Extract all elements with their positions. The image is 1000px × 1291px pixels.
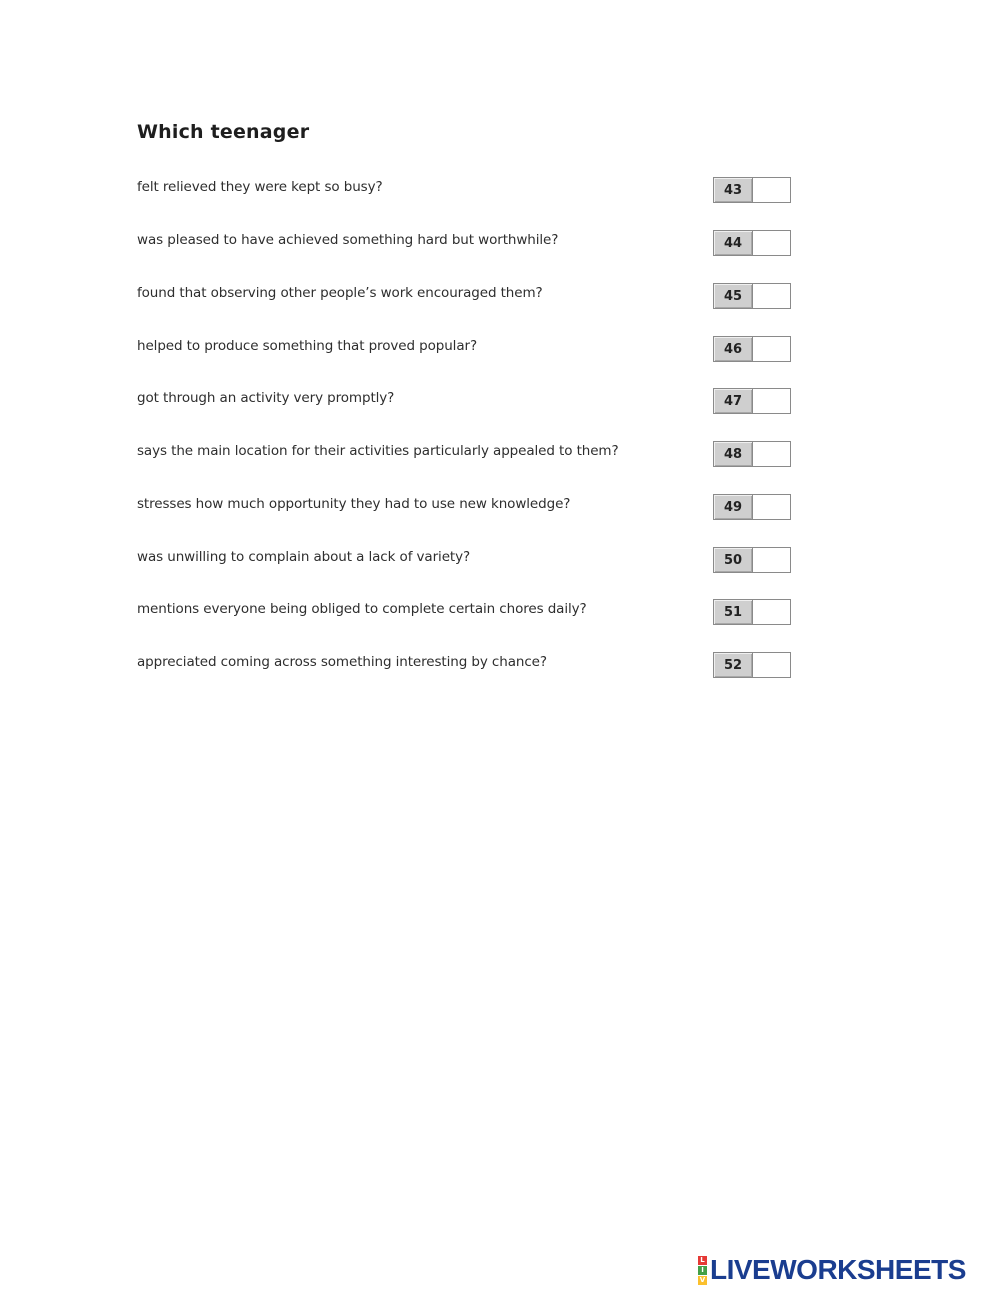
answer-box: [713, 336, 791, 362]
answer-box: [713, 230, 791, 256]
question-row: [137, 230, 797, 260]
question-number: 50: [714, 548, 753, 572]
question-row: [137, 336, 797, 366]
answer-input[interactable]: [753, 389, 790, 413]
question-number: 48: [714, 442, 753, 466]
logo-block: L: [698, 1256, 707, 1265]
answer-box: [713, 388, 791, 414]
answer-input[interactable]: [753, 178, 790, 202]
question-row: [137, 599, 797, 629]
answer-box: [713, 283, 791, 309]
logo-block: V: [699, 1275, 706, 1284]
question-text: helped to produce something that proved popular?: [137, 338, 478, 354]
logo-blocks-icon: [698, 1256, 707, 1285]
answer-input[interactable]: [753, 600, 790, 624]
question-text: found that observing other people’s work encouraged them?: [137, 285, 543, 301]
question-row: [137, 177, 797, 207]
question-number: 46: [714, 337, 753, 361]
question-row: [137, 441, 797, 471]
logo-block: I: [698, 1266, 707, 1275]
liveworksheets-logo: [698, 1255, 966, 1285]
answer-box: [713, 599, 791, 625]
answer-input[interactable]: [753, 548, 790, 572]
question-text: mentions everyone being obliged to complete certain chores daily?: [137, 601, 587, 617]
question-number: 45: [714, 284, 753, 308]
answer-input[interactable]: [753, 231, 790, 255]
page-title: Which teenager: [137, 121, 310, 143]
question-number: 49: [714, 495, 753, 519]
question-row: [137, 283, 797, 313]
question-number: 43: [714, 178, 753, 202]
answer-box: [713, 494, 791, 520]
question-text: says the main location for their activities particularly appealed to them?: [137, 443, 619, 459]
question-number: 51: [714, 600, 753, 624]
answer-box: [713, 441, 791, 467]
answer-input[interactable]: [753, 653, 790, 677]
answer-box: [713, 652, 791, 678]
question-row: [137, 547, 797, 577]
answer-box: [713, 177, 791, 203]
question-row: [137, 494, 797, 524]
question-text: felt relieved they were kept so busy?: [137, 179, 383, 195]
question-text: was unwilling to complain about a lack of variety?: [137, 549, 471, 565]
question-row: [137, 388, 797, 418]
question-number: 47: [714, 389, 753, 413]
logo-text: LIVEWORKSHEETS: [710, 1254, 966, 1285]
question-number: 52: [714, 653, 753, 677]
answer-box: [713, 547, 791, 573]
question-row: [137, 652, 797, 682]
question-text: stresses how much opportunity they had to use new knowledge?: [137, 496, 571, 512]
answer-input[interactable]: [753, 284, 790, 308]
answer-input[interactable]: [753, 495, 790, 519]
question-number: 44: [714, 231, 753, 255]
answer-input[interactable]: [753, 337, 790, 361]
question-text: got through an activity very promptly?: [137, 390, 395, 406]
question-text: appreciated coming across something interesting by chance?: [137, 654, 547, 670]
question-text: was pleased to have achieved something hard but worthwhile?: [137, 232, 559, 248]
answer-input[interactable]: [753, 442, 790, 466]
